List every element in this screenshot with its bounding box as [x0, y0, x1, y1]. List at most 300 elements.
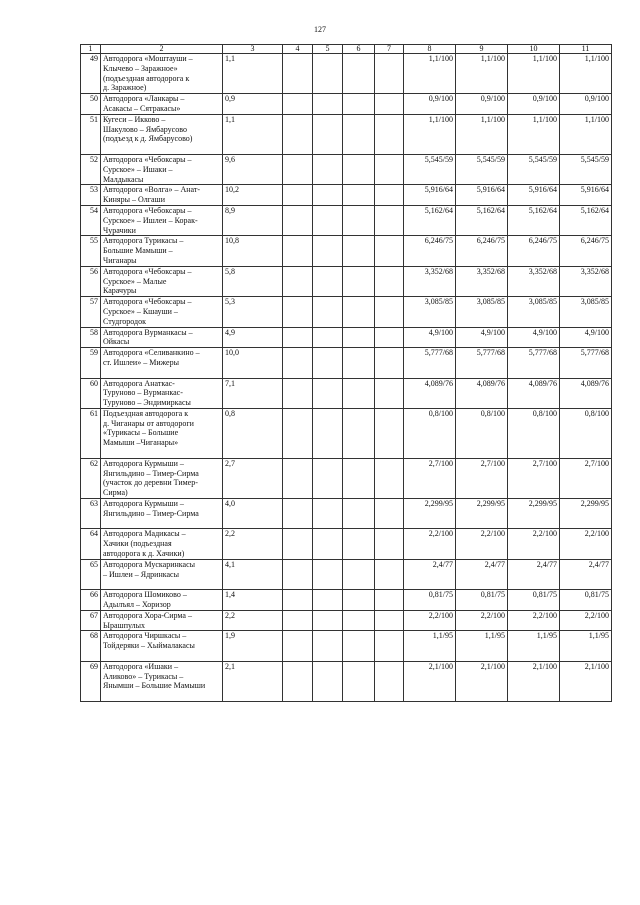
value-cell-col11: 2,299/95 — [560, 499, 612, 529]
table-row — [81, 154, 612, 184]
column-header: 4 — [283, 45, 313, 54]
row-number-cell: 57 — [81, 297, 101, 327]
empty-cell — [375, 205, 404, 235]
value-cell-col8: 1,1/95 — [404, 631, 456, 661]
table-row — [81, 297, 612, 327]
road-name-cell — [101, 631, 223, 661]
empty-cell — [343, 54, 375, 94]
row-number-cell: 66 — [81, 590, 101, 611]
empty-cell — [343, 348, 375, 378]
road-name-line: (подъезд к д. Ямбарусово) — [103, 134, 193, 144]
empty-cell — [375, 236, 404, 266]
road-name-line: Автодорога Хора-Сирма – — [103, 610, 192, 620]
road-name-cell — [101, 54, 223, 94]
empty-cell — [343, 205, 375, 235]
value-cell-col9: 1,1/95 — [456, 631, 508, 661]
empty-cell — [283, 661, 313, 701]
row-number-cell: 64 — [81, 529, 101, 559]
value-cell-col9: 2,1/100 — [456, 661, 508, 701]
length-cell: 1,1 — [223, 114, 283, 154]
length-cell: 7,1 — [223, 378, 283, 408]
road-name-cell — [101, 327, 223, 348]
value-cell-col10: 0,8/100 — [508, 408, 560, 458]
page-number: 127 — [314, 25, 326, 34]
empty-cell — [343, 114, 375, 154]
value-cell-col10: 4,9/100 — [508, 327, 560, 348]
road-name-line — [103, 691, 220, 701]
value-cell-col9: 3,085/85 — [456, 297, 508, 327]
column-header: 6 — [343, 45, 375, 54]
value-cell-col9: 4,089/76 — [456, 378, 508, 408]
value-cell-col9: 0,81/75 — [456, 590, 508, 611]
empty-cell — [313, 266, 343, 296]
value-cell-col10: 5,162/64 — [508, 205, 560, 235]
value-cell-col10: 2,299/95 — [508, 499, 560, 529]
value-cell-col11: 0,81/75 — [560, 590, 612, 611]
empty-cell — [375, 378, 404, 408]
road-name-line: Янгильдино – Тимер-Сирма — [103, 508, 199, 518]
length-cell: 1,9 — [223, 631, 283, 661]
empty-cell — [313, 378, 343, 408]
road-name-cell — [101, 205, 223, 235]
road-name-cell — [101, 610, 223, 631]
road-name-line: Студгородок — [103, 316, 146, 326]
value-cell-col9: 2,2/100 — [456, 610, 508, 631]
table-row — [81, 559, 612, 589]
row-number-cell: 67 — [81, 610, 101, 631]
road-name-line: Адылъял – Хоризор — [103, 600, 171, 610]
empty-cell — [313, 408, 343, 458]
empty-cell — [375, 559, 404, 589]
road-name-line: «Турикасы – Большие — [103, 428, 179, 438]
road-name-line: Малдыкасы — [103, 174, 144, 184]
column-header: 5 — [313, 45, 343, 54]
table-row — [81, 661, 612, 701]
row-number-cell: 62 — [81, 458, 101, 498]
road-name-line: Автодорога Шомиково – — [103, 590, 187, 600]
road-name-cell — [101, 114, 223, 154]
empty-cell — [343, 661, 375, 701]
row-number-cell: 61 — [81, 408, 101, 458]
row-number-cell: 49 — [81, 54, 101, 94]
empty-cell — [313, 114, 343, 154]
road-name-line: Чиганары — [103, 255, 137, 265]
table-bottom-border-cell — [81, 702, 612, 703]
row-number-cell: 68 — [81, 631, 101, 661]
road-name-line: Автодорога Чиршкасы – — [103, 631, 187, 641]
empty-cell — [283, 631, 313, 661]
empty-cell — [283, 590, 313, 611]
road-name-line: (участок до деревни Тимер- — [103, 478, 198, 488]
length-cell: 4,9 — [223, 327, 283, 348]
value-cell-col8: 2,1/100 — [404, 661, 456, 701]
empty-cell — [343, 94, 375, 115]
empty-cell — [313, 236, 343, 266]
table-row — [81, 205, 612, 235]
road-name-line: Аликово» – Турикасы – — [103, 671, 184, 681]
row-number-cell: 50 — [81, 94, 101, 115]
value-cell-col8: 5,545/59 — [404, 154, 456, 184]
row-number-cell: 65 — [81, 559, 101, 589]
row-number-cell: 63 — [81, 499, 101, 529]
empty-cell — [375, 348, 404, 378]
value-cell-col11: 2,2/100 — [560, 529, 612, 559]
empty-cell — [283, 205, 313, 235]
empty-cell — [375, 266, 404, 296]
length-cell: 4,1 — [223, 559, 283, 589]
road-name-line: (подъездная автодорога к — [103, 73, 190, 83]
value-cell-col8: 3,085/85 — [404, 297, 456, 327]
value-cell-col8: 2,2/100 — [404, 610, 456, 631]
value-cell-col11: 3,352/68 — [560, 266, 612, 296]
value-cell-col10: 5,777/68 — [508, 348, 560, 378]
table-row — [81, 114, 612, 154]
value-cell-col9: 5,777/68 — [456, 348, 508, 378]
row-number-cell: 55 — [81, 236, 101, 266]
road-name-cell — [101, 348, 223, 378]
empty-cell — [283, 185, 313, 206]
length-cell: 2,2 — [223, 610, 283, 631]
length-cell: 4,0 — [223, 499, 283, 529]
empty-cell — [343, 529, 375, 559]
road-name-line: Ойкасы — [103, 337, 130, 347]
empty-cell — [375, 297, 404, 327]
value-cell-col9: 5,162/64 — [456, 205, 508, 235]
value-cell-col8: 0,8/100 — [404, 408, 456, 458]
length-cell: 5,3 — [223, 297, 283, 327]
road-name-cell — [101, 297, 223, 327]
empty-cell — [283, 458, 313, 498]
value-cell-col10: 3,085/85 — [508, 297, 560, 327]
value-cell-col11: 6,246/75 — [560, 236, 612, 266]
road-name-line: Кугеси – Икково – — [103, 114, 166, 124]
road-name-cell — [101, 154, 223, 184]
table-bottom-border — [81, 702, 612, 703]
road-name-cell — [101, 458, 223, 498]
empty-cell — [313, 631, 343, 661]
empty-cell — [375, 327, 404, 348]
empty-cell — [343, 185, 375, 206]
road-name-line: Автодорога «Чебоксары – — [103, 154, 192, 164]
empty-cell — [375, 114, 404, 154]
value-cell-col10: 5,916/64 — [508, 185, 560, 206]
empty-cell — [375, 499, 404, 529]
column-header: 3 — [223, 45, 283, 54]
empty-cell — [283, 94, 313, 115]
road-name-cell — [101, 236, 223, 266]
value-cell-col11: 2,1/100 — [560, 661, 612, 701]
road-name-line — [103, 144, 220, 154]
road-name-line: Сирма) — [103, 488, 128, 498]
road-name-line: Хачики (подъездная — [103, 539, 172, 549]
value-cell-col9: 6,246/75 — [456, 236, 508, 266]
empty-cell — [313, 559, 343, 589]
empty-cell — [343, 378, 375, 408]
road-name-line: Автодорога Курмыши – — [103, 499, 184, 509]
length-cell: 5,8 — [223, 266, 283, 296]
road-name-line: Туруново – Эндимиркасы — [103, 398, 191, 408]
length-cell: 10,0 — [223, 348, 283, 378]
empty-cell — [343, 458, 375, 498]
empty-cell — [283, 236, 313, 266]
road-name-cell — [101, 590, 223, 611]
empty-cell — [283, 408, 313, 458]
empty-cell — [375, 154, 404, 184]
table-row — [81, 185, 612, 206]
column-header: 1 — [81, 45, 101, 54]
road-name-line — [103, 448, 220, 458]
table-row — [81, 236, 612, 266]
value-cell-col10: 2,1/100 — [508, 661, 560, 701]
value-cell-col8: 0,9/100 — [404, 94, 456, 115]
value-cell-col10: 2,2/100 — [508, 529, 560, 559]
column-header: 2 — [101, 45, 223, 54]
column-header: 8 — [404, 45, 456, 54]
empty-cell — [375, 185, 404, 206]
value-cell-col11: 0,8/100 — [560, 408, 612, 458]
road-name-line: д. Чиганары от автодороги — [103, 418, 194, 428]
road-name-line: Автодорога Анаткас- — [103, 378, 175, 388]
length-cell: 0,9 — [223, 94, 283, 115]
value-cell-col11: 0,9/100 — [560, 94, 612, 115]
value-cell-col8: 5,777/68 — [404, 348, 456, 378]
value-cell-col9: 2,4/77 — [456, 559, 508, 589]
empty-cell — [375, 529, 404, 559]
road-name-line: Автодорога Мускаринкасы — [103, 559, 196, 569]
empty-cell — [313, 327, 343, 348]
road-name-line: Сурское» – Кшауши – — [103, 306, 178, 316]
road-name-line: Автодорога «Ишаки – — [103, 661, 179, 671]
road-name-line: Автодорога «Волга» – Анат- — [103, 185, 201, 195]
value-cell-col11: 2,4/77 — [560, 559, 612, 589]
empty-cell — [313, 185, 343, 206]
table-row — [81, 378, 612, 408]
table-row — [81, 266, 612, 296]
empty-cell — [313, 458, 343, 498]
empty-cell — [375, 408, 404, 458]
road-name-line: Янгильдино – Тимер-Сирма — [103, 468, 199, 478]
road-name-line: Автодорога «Чебоксары – — [103, 205, 192, 215]
value-cell-col9: 5,916/64 — [456, 185, 508, 206]
empty-cell — [313, 610, 343, 631]
value-cell-col8: 6,246/75 — [404, 236, 456, 266]
value-cell-col9: 0,8/100 — [456, 408, 508, 458]
empty-cell — [313, 661, 343, 701]
row-number-cell: 56 — [81, 266, 101, 296]
table-row — [81, 94, 612, 115]
empty-cell — [313, 94, 343, 115]
row-number-cell: 58 — [81, 327, 101, 348]
road-name-line: Киняры – Олгаши — [103, 195, 165, 205]
road-name-line: Ырашпулых — [103, 620, 145, 630]
length-cell: 2,2 — [223, 529, 283, 559]
empty-cell — [375, 94, 404, 115]
value-cell-col8: 3,352/68 — [404, 266, 456, 296]
empty-cell — [375, 661, 404, 701]
empty-cell — [313, 590, 343, 611]
row-number-cell: 52 — [81, 154, 101, 184]
value-cell-col11: 5,916/64 — [560, 185, 612, 206]
empty-cell — [283, 559, 313, 589]
empty-cell — [375, 458, 404, 498]
empty-cell — [313, 154, 343, 184]
road-name-line: Автодорога «Чебоксары – — [103, 297, 192, 307]
road-name-line: Сурское» – Малые — [103, 276, 167, 286]
road-name-line: д. Заражное) — [103, 83, 147, 93]
empty-cell — [283, 327, 313, 348]
empty-cell — [343, 499, 375, 529]
table-body — [81, 54, 612, 703]
empty-cell — [343, 610, 375, 631]
road-name-line: Клычево – Заражное» — [103, 63, 178, 73]
empty-cell — [313, 205, 343, 235]
value-cell-col8: 2,2/100 — [404, 529, 456, 559]
road-name-cell — [101, 529, 223, 559]
value-cell-col10: 2,4/77 — [508, 559, 560, 589]
length-cell: 2,1 — [223, 661, 283, 701]
value-cell-col11: 4,089/76 — [560, 378, 612, 408]
column-header: 9 — [456, 45, 508, 54]
empty-cell — [343, 590, 375, 611]
road-name-cell — [101, 94, 223, 115]
length-cell: 9,6 — [223, 154, 283, 184]
length-cell: 8,9 — [223, 205, 283, 235]
table-row — [81, 499, 612, 529]
road-name-line: Мамыши –Чиганары» — [103, 438, 179, 448]
road-name-line: Сурское» – Ишлеи – Корак- — [103, 215, 198, 225]
empty-cell — [343, 266, 375, 296]
value-cell-col11: 1,1/100 — [560, 114, 612, 154]
road-name-line: ст. Ишлеи» – Мижеры — [103, 357, 179, 367]
value-cell-col8: 2,299/95 — [404, 499, 456, 529]
value-cell-col8: 5,916/64 — [404, 185, 456, 206]
road-name-line: Автодорога Курмыши – — [103, 458, 184, 468]
road-name-cell — [101, 378, 223, 408]
value-cell-col11: 5,545/59 — [560, 154, 612, 184]
road-name-cell — [101, 266, 223, 296]
road-name-line: Асакасы – Сятракасы» — [103, 103, 181, 113]
road-name-line: Карачуры — [103, 286, 137, 296]
road-name-line: Янымши – Большие Мамыши — [103, 681, 206, 691]
value-cell-col9: 4,9/100 — [456, 327, 508, 348]
empty-cell — [343, 631, 375, 661]
value-cell-col11: 5,777/68 — [560, 348, 612, 378]
road-name-line: Автодорога Мадикасы – — [103, 529, 186, 539]
empty-cell — [343, 236, 375, 266]
value-cell-col11: 2,7/100 — [560, 458, 612, 498]
length-cell: 10,8 — [223, 236, 283, 266]
value-cell-col9: 3,352/68 — [456, 266, 508, 296]
road-name-line: Автодорога «Ланкары – — [103, 94, 185, 104]
empty-cell — [313, 499, 343, 529]
road-name-line: Туруново – Вурманкас- — [103, 388, 183, 398]
value-cell-col8: 5,162/64 — [404, 205, 456, 235]
length-cell: 1,1 — [223, 54, 283, 94]
value-cell-col10: 2,7/100 — [508, 458, 560, 498]
road-name-line: Автодорога «Моштауши – — [103, 54, 193, 63]
table-row — [81, 408, 612, 458]
table-row — [81, 631, 612, 661]
table-row — [81, 458, 612, 498]
empty-cell — [283, 529, 313, 559]
row-number-cell: 69 — [81, 661, 101, 701]
road-name-line: Автодорога Турикасы – — [103, 236, 184, 246]
road-name-line: Сурское» – Ишаки – — [103, 164, 173, 174]
value-cell-col11: 5,162/64 — [560, 205, 612, 235]
roads-table — [80, 44, 612, 702]
column-header: 7 — [375, 45, 404, 54]
empty-cell — [313, 54, 343, 94]
row-number-cell: 60 — [81, 378, 101, 408]
empty-cell — [343, 408, 375, 458]
road-name-line — [103, 368, 220, 378]
table-row — [81, 529, 612, 559]
road-name-line: Автодорога Вурманкасы – — [103, 327, 193, 337]
length-cell: 0,8 — [223, 408, 283, 458]
length-cell: 1,4 — [223, 590, 283, 611]
value-cell-col8: 2,4/77 — [404, 559, 456, 589]
value-cell-col10: 6,246/75 — [508, 236, 560, 266]
value-cell-col8: 4,9/100 — [404, 327, 456, 348]
value-cell-col8: 1,1/100 — [404, 54, 456, 94]
road-name-line — [103, 651, 220, 661]
empty-cell — [283, 297, 313, 327]
value-cell-col10: 1,1/100 — [508, 114, 560, 154]
row-number-cell: 51 — [81, 114, 101, 154]
value-cell-col11: 2,2/100 — [560, 610, 612, 631]
value-cell-col9: 2,299/95 — [456, 499, 508, 529]
empty-cell — [375, 54, 404, 94]
road-name-cell — [101, 559, 223, 589]
value-cell-col11: 1,1/95 — [560, 631, 612, 661]
empty-cell — [283, 499, 313, 529]
value-cell-col10: 2,2/100 — [508, 610, 560, 631]
empty-cell — [343, 327, 375, 348]
empty-cell — [343, 154, 375, 184]
table-row — [81, 54, 612, 94]
row-number-cell: 59 — [81, 348, 101, 378]
empty-cell — [343, 559, 375, 589]
value-cell-col11: 1,1/100 — [560, 54, 612, 94]
road-name-line — [103, 519, 220, 529]
empty-cell — [375, 610, 404, 631]
road-name-cell — [101, 661, 223, 701]
row-number-cell: 54 — [81, 205, 101, 235]
empty-cell — [283, 348, 313, 378]
row-number-cell: 53 — [81, 185, 101, 206]
value-cell-col9: 1,1/100 — [456, 54, 508, 94]
road-name-line: автодорога к д. Хачики) — [103, 549, 185, 559]
empty-cell — [375, 590, 404, 611]
road-name-line: – Ишлеи – Ядринкасы — [103, 569, 179, 579]
value-cell-col10: 0,9/100 — [508, 94, 560, 115]
value-cell-col9: 1,1/100 — [456, 114, 508, 154]
road-name-line: Чурачики — [103, 225, 136, 235]
table-row — [81, 610, 612, 631]
road-name-line: Тойдеряки – Хыймалакасы — [103, 641, 195, 651]
table-row — [81, 590, 612, 611]
empty-cell — [283, 114, 313, 154]
value-cell-col8: 2,7/100 — [404, 458, 456, 498]
road-name-line: Большие Мамыши – — [103, 246, 173, 256]
road-name-cell — [101, 408, 223, 458]
empty-cell — [283, 610, 313, 631]
column-header: 10 — [508, 45, 560, 54]
road-name-cell — [101, 185, 223, 206]
table-row — [81, 327, 612, 348]
empty-cell — [313, 529, 343, 559]
road-name-cell — [101, 499, 223, 529]
